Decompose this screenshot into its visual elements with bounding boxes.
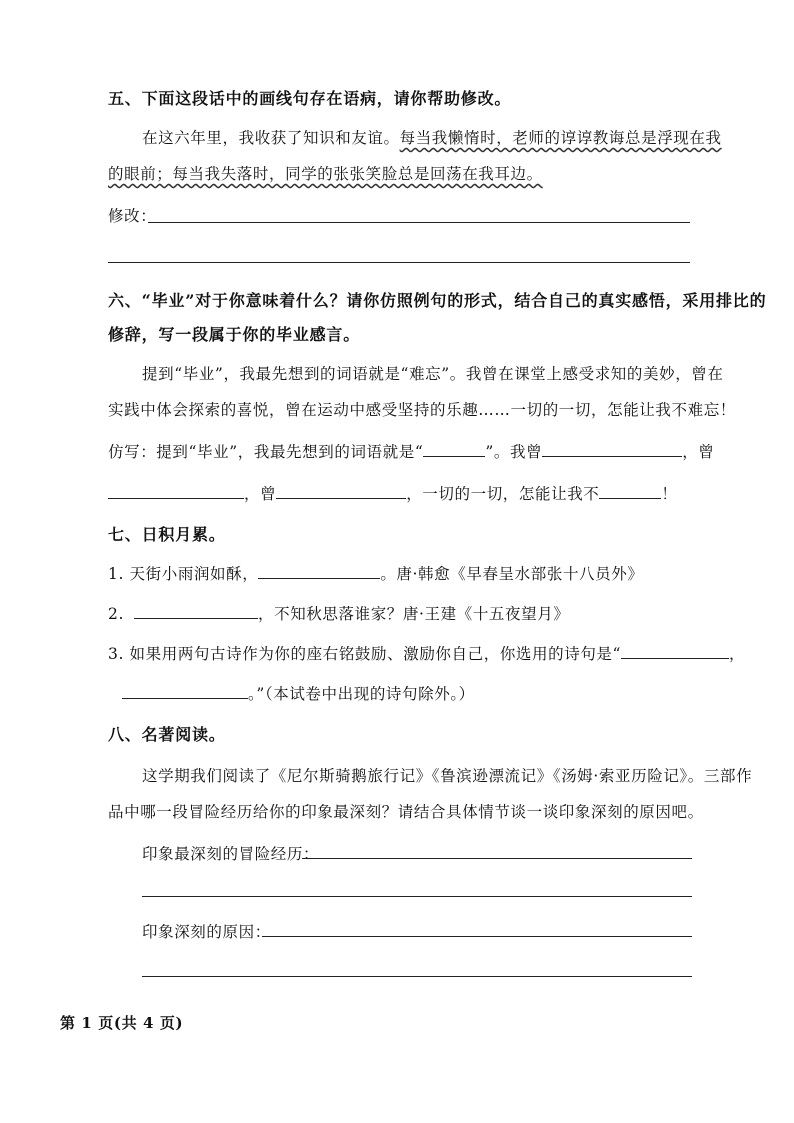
section-8-reason-label: 印象深刻的原因： bbox=[142, 923, 271, 941]
q2-text-1: 2. bbox=[108, 605, 124, 623]
q1-blank[interactable] bbox=[258, 562, 380, 579]
section-7-q2 bbox=[108, 602, 569, 624]
section-5-underlined-sentence-part-2: 的眼前；每当我失落时，同学的张张笑脸总是回荡在我耳边。 bbox=[108, 165, 543, 183]
section-6-example-line-2: 实践中体会探索的喜悦，曾在运动中感受坚持的乐趣……一切的一切，怎能让我不难忘！ bbox=[108, 401, 736, 419]
imitate-text-5: ，一切的一切，怎能让我不 bbox=[406, 485, 600, 503]
section-5-revise-label: 修改： bbox=[108, 207, 157, 225]
q2-blank[interactable] bbox=[134, 602, 258, 619]
q3-text-2: ， bbox=[729, 645, 746, 663]
section-6-imitate-line-2 bbox=[108, 482, 678, 504]
section-7-heading: 七、日积月累。 bbox=[108, 525, 226, 544]
section-6-heading-line-1: 六、“毕业”对于你意味着什么？请你仿照例句的形式，结合自己的真实感悟，采用排比的 bbox=[108, 291, 767, 310]
section-8-heading: 八、名著阅读。 bbox=[108, 725, 226, 744]
q3-text-1: 3. 如果用两句古诗作为你的座右铭鼓励、激励你自己，你选用的诗句是“ bbox=[108, 645, 622, 663]
q1-text-1: 1. 天街小雨润如酥， bbox=[108, 565, 259, 583]
q3-blank-2[interactable] bbox=[122, 682, 248, 699]
section-7-q3-line-1 bbox=[108, 642, 745, 664]
imitate-text-3: ，曾 bbox=[682, 443, 715, 461]
section-5-paragraph-line-2 bbox=[108, 162, 543, 184]
q2-text-2: ，不知秋思落谁家？唐·王建《十五夜望月》 bbox=[258, 605, 570, 623]
reason-answer-line-1[interactable] bbox=[262, 936, 692, 937]
imitate-text-2: ”。我曾 bbox=[485, 443, 543, 461]
section-5-paragraph-line-1 bbox=[142, 126, 722, 148]
section-7-q1 bbox=[108, 562, 643, 584]
imitate-blank-3[interactable] bbox=[276, 482, 406, 499]
q1-text-2: 。唐·韩愈《早春呈水部张十八员外》 bbox=[380, 565, 644, 583]
imitate-text-1: 仿写：提到“毕业”，我最先想到的词语就是“ bbox=[108, 443, 424, 461]
section-8-paragraph-line-1: 这学期我们阅读了《尼尔斯骑鹅旅行记》《鲁滨逊漂流记》《汤姆·索亚历险记》。三部作 bbox=[142, 767, 753, 785]
section-6-heading-line-2: 修辞，写一段属于你的毕业感言。 bbox=[108, 325, 361, 344]
reason-answer-line-2[interactable] bbox=[142, 976, 692, 977]
section-5-plain-sentence: 在这六年里，我收获了知识和友谊。 bbox=[142, 129, 400, 147]
section-8-paragraph-line-2: 品中哪一段冒险经历给你的印象最深刻？请结合具体情节谈一谈印象深刻的原因吧。 bbox=[108, 803, 704, 821]
section-5-underlined-sentence-part-1: 每当我懒惰时，老师的谆谆教诲总是浮现在我 bbox=[399, 129, 722, 147]
section-7-q3-line-2 bbox=[122, 682, 475, 704]
imitate-blank-2[interactable] bbox=[108, 482, 244, 499]
q3-text-3: 。”（本试卷中出现的诗句除外。） bbox=[248, 685, 475, 703]
imitate-blank-1[interactable] bbox=[542, 440, 682, 457]
section-5-heading: 五、下面这段话中的画线句存在语病，请你帮助修改。 bbox=[108, 89, 512, 108]
section-6-example-line-1: 提到“毕业”，我最先想到的词语就是“难忘”。我曾在课堂上感受求知的美妙，曾在 bbox=[142, 365, 724, 383]
q3-blank-1[interactable] bbox=[621, 642, 729, 659]
experience-answer-line-2[interactable] bbox=[142, 896, 692, 897]
experience-answer-line-1[interactable] bbox=[302, 858, 692, 859]
imitate-blank-word[interactable] bbox=[423, 440, 485, 457]
imitate-blank-4[interactable] bbox=[599, 482, 661, 499]
section-8-experience-label: 印象最深刻的冒险经历： bbox=[142, 845, 320, 863]
imitate-text-6: ！ bbox=[661, 485, 678, 503]
section-6-imitate-line-1 bbox=[108, 440, 714, 462]
revise-answer-line-1[interactable] bbox=[148, 222, 690, 223]
revise-answer-line-2[interactable] bbox=[108, 262, 690, 263]
page-number-footer: 第 1 页(共 4 页) bbox=[60, 1014, 184, 1032]
imitate-text-4: ，曾 bbox=[244, 485, 277, 503]
